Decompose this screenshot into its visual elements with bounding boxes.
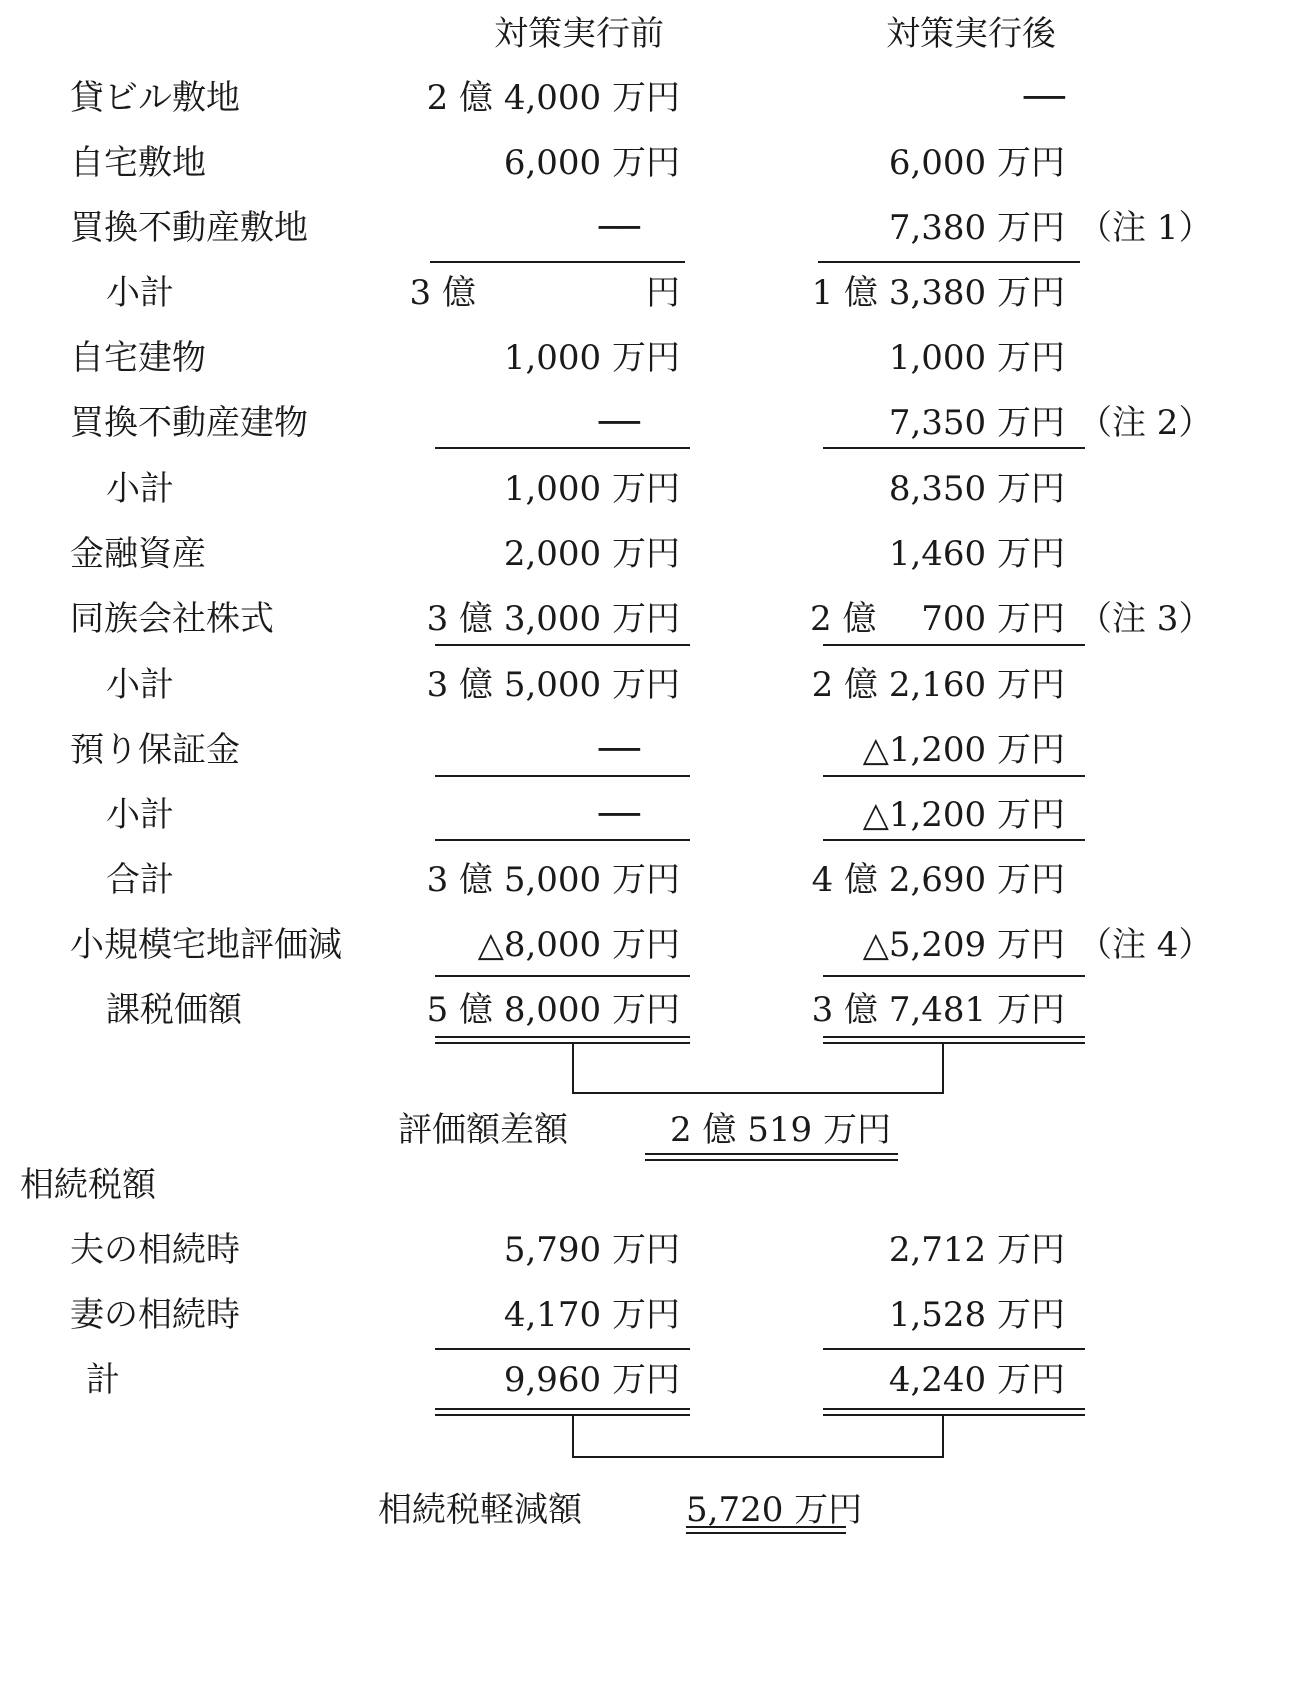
row-label: 同族会社株式	[70, 599, 274, 639]
tax-reduction-label: 相続税軽減額	[378, 1490, 582, 1530]
row-before: ──	[599, 208, 640, 248]
tax-row-before: 4,170 万円	[503, 1295, 680, 1335]
subtotal-rule	[823, 775, 1085, 777]
subtotal-rule	[435, 975, 690, 977]
total-double-rule	[823, 1036, 1085, 1044]
row-label: 貸ビル敷地	[70, 78, 240, 118]
row-label: 小計	[106, 795, 174, 835]
row-after: 1 億 3,380 万円	[811, 273, 1065, 313]
tax-row-label: 妻の相続時	[70, 1295, 240, 1335]
total-double-rule	[823, 1408, 1085, 1416]
row-label: 課税価額	[106, 990, 242, 1030]
subtotal-rule	[435, 775, 690, 777]
subtotal-rule	[430, 261, 685, 263]
tax-reduction-double-rule	[686, 1526, 846, 1534]
row-note: （注 2）	[1078, 403, 1213, 443]
subtotal-rule	[823, 447, 1085, 449]
valuation-diff-double-rule	[645, 1153, 898, 1161]
connector-line	[572, 1042, 574, 1094]
row-before: 2,000 万円	[503, 534, 680, 574]
row-label: 買換不動産建物	[70, 403, 308, 443]
row-before: 3 億 3,000 万円	[426, 599, 680, 639]
row-label: 自宅建物	[70, 338, 206, 378]
tax-row-after: 2,712 万円	[888, 1230, 1065, 1270]
row-label: 金融資産	[70, 534, 206, 574]
connector-line	[572, 1414, 574, 1458]
row-after: ──	[1024, 78, 1065, 118]
row-before: ──	[599, 403, 640, 443]
row-after: 1,460 万円	[888, 534, 1065, 574]
row-after: 4 億 2,690 万円	[811, 860, 1065, 900]
row-after: 2 億 2,160 万円	[811, 665, 1065, 705]
tax-row-label: 計	[86, 1360, 120, 1400]
subtotal-rule	[823, 644, 1085, 646]
subtotal-rule	[435, 447, 690, 449]
header-after: 対策実行後	[886, 14, 1056, 54]
row-before: 3 億 5,000 万円	[426, 860, 680, 900]
row-before: 1,000 万円	[503, 338, 680, 378]
connector-line	[942, 1414, 944, 1458]
connector-line	[572, 1456, 944, 1458]
row-before: 6,000 万円	[503, 143, 680, 183]
row-before: 2 億 4,000 万円	[426, 78, 680, 118]
row-after: 8,350 万円	[888, 469, 1065, 509]
connector-line	[942, 1042, 944, 1094]
row-label: 合計	[106, 860, 174, 900]
row-before: 1,000 万円	[503, 469, 680, 509]
row-before: 3 億 5,000 万円	[426, 665, 680, 705]
row-after: △1,200 万円	[862, 730, 1065, 770]
row-after: 3 億 7,481 万円	[811, 990, 1065, 1030]
valuation-diff-value: 2 億 519 万円	[670, 1110, 891, 1150]
subtotal-rule	[823, 975, 1085, 977]
row-after: △1,200 万円	[862, 795, 1065, 835]
row-label: 小計	[106, 665, 174, 705]
row-before: ──	[599, 730, 640, 770]
tax-reduction-value: 5,720 万円	[686, 1490, 863, 1530]
row-before: ──	[599, 795, 640, 835]
row-after: 7,350 万円	[888, 403, 1065, 443]
tax-row-before: 9,960 万円	[503, 1360, 680, 1400]
subtotal-rule	[823, 839, 1085, 841]
tax-row-label: 夫の相続時	[70, 1230, 240, 1270]
row-before: △8,000 万円	[477, 925, 680, 965]
row-after: 1,000 万円	[888, 338, 1065, 378]
tax-row-after: 1,528 万円	[888, 1295, 1065, 1335]
header-before: 対策実行前	[494, 14, 664, 54]
total-double-rule	[435, 1408, 690, 1416]
row-after: 2 億 700 万円	[810, 599, 1065, 639]
subtotal-rule	[823, 1348, 1085, 1350]
subtotal-rule	[435, 839, 690, 841]
row-before: 5 億 8,000 万円	[426, 990, 680, 1030]
total-double-rule	[435, 1036, 690, 1044]
row-label: 小計	[106, 273, 174, 313]
row-note: （注 4）	[1078, 925, 1213, 965]
row-label: 預り保証金	[70, 730, 240, 770]
row-note: （注 1）	[1078, 208, 1213, 248]
row-label: 自宅敷地	[70, 143, 206, 183]
row-label: 買換不動産敷地	[70, 208, 308, 248]
row-after: 6,000 万円	[888, 143, 1065, 183]
connector-line	[572, 1092, 944, 1094]
row-before: 3 億 円	[409, 273, 680, 313]
row-label: 小規模宅地評価減	[70, 925, 342, 965]
row-label: 小計	[106, 469, 174, 509]
subtotal-rule	[435, 644, 690, 646]
row-after: △5,209 万円	[862, 925, 1065, 965]
tax-row-before: 5,790 万円	[503, 1230, 680, 1270]
tax-row-after: 4,240 万円	[888, 1360, 1065, 1400]
tax-section-title: 相続税額	[20, 1165, 156, 1205]
subtotal-rule	[818, 261, 1080, 263]
subtotal-rule	[435, 1348, 690, 1350]
row-after: 7,380 万円	[888, 208, 1065, 248]
valuation-diff-label: 評価額差額	[398, 1110, 568, 1150]
row-note: （注 3）	[1078, 599, 1213, 639]
